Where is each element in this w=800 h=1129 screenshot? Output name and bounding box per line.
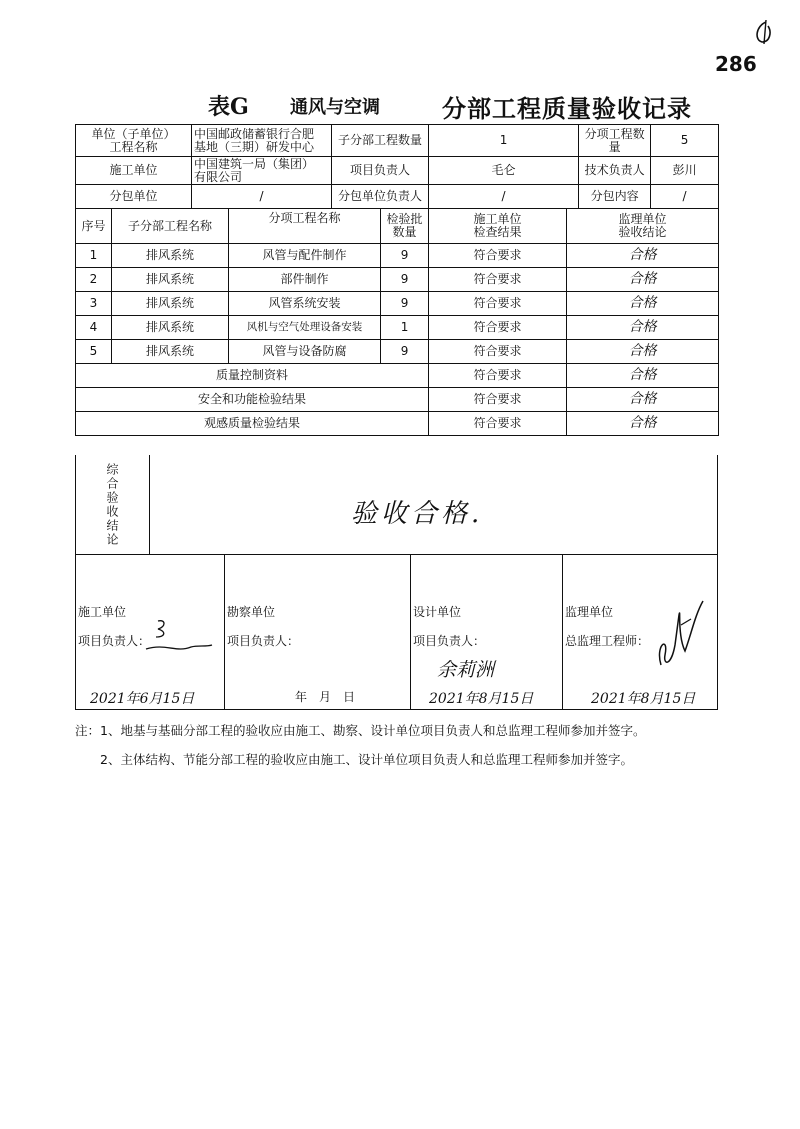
conclusion-section bbox=[75, 455, 718, 555]
tech-value: 彭川 bbox=[651, 157, 719, 185]
title-subject: 通风与空调 bbox=[290, 97, 380, 118]
table-row bbox=[76, 340, 719, 364]
row-sub-name: 排风系统 bbox=[112, 244, 229, 268]
col-item-name: 分项工程名称 bbox=[229, 209, 381, 244]
page-number: 286 bbox=[715, 52, 757, 76]
col-sub-name: 子分部工程名称 bbox=[112, 209, 229, 244]
subcontract-pm-label: 分包单位负责人 bbox=[332, 185, 429, 209]
subcontract-content-value: / bbox=[651, 185, 719, 209]
table-number: 表G bbox=[208, 94, 249, 120]
sig-supervision-person-label: 总监理工程师： bbox=[565, 634, 650, 648]
column-header-row bbox=[76, 209, 719, 244]
row-sub-name: 排风系统 bbox=[112, 340, 229, 364]
summary-label: 质量控制资料 bbox=[76, 364, 429, 388]
subcontract-value: / bbox=[192, 185, 332, 209]
summary-label: 观感质量检验结果 bbox=[76, 412, 429, 436]
note-2: 2、主体结构、节能分部工程的验收应由施工、设计单位项目负责人和总监理工程师参加并签字。 bbox=[100, 752, 633, 767]
row-check: 符合要求 bbox=[429, 316, 567, 340]
summary-accept bbox=[567, 412, 719, 436]
summary-label: 安全和功能检验结果 bbox=[76, 388, 429, 412]
sig-supervision bbox=[563, 555, 719, 710]
pm-value: 毛仑 bbox=[429, 157, 579, 185]
builder-label: 施工单位 bbox=[76, 157, 192, 185]
row-item-name: 风机与空气处理设备安装 bbox=[229, 316, 381, 340]
row-accept bbox=[567, 292, 719, 316]
row-item-name: 部件制作 bbox=[229, 268, 381, 292]
sig-supervision-date: 2021年8月15日 bbox=[591, 691, 696, 707]
table-row bbox=[76, 268, 719, 292]
row-accept-signature: 合格 bbox=[628, 343, 657, 359]
row-sub-name: 排风系统 bbox=[112, 316, 229, 340]
row-batch: 1 bbox=[381, 316, 429, 340]
subcontract-pm-value: / bbox=[429, 185, 579, 209]
note-1: 注：1、地基与基础分部工程的验收应由施工、勘察、设计单位项目负责人和总监理工程师参加并签字。 bbox=[75, 723, 646, 738]
row-no: 4 bbox=[76, 316, 112, 340]
row-batch: 9 bbox=[381, 292, 429, 316]
item-count-value: 5 bbox=[651, 125, 719, 157]
row-batch: 9 bbox=[381, 244, 429, 268]
builder-value: 中国建筑一局（集团） 有限公司 bbox=[192, 157, 332, 185]
sig-supervision-unit: 监理单位 bbox=[565, 605, 614, 619]
summary-check: 符合要求 bbox=[429, 364, 567, 388]
col-batch: 检验批 数量 bbox=[381, 209, 429, 244]
sub-count-label: 子分部工程数量 bbox=[332, 125, 429, 157]
footnotes bbox=[75, 716, 645, 774]
tech-label: 技术负责人 bbox=[579, 157, 651, 185]
row-check: 符合要求 bbox=[429, 340, 567, 364]
sig-builder-person-label: 项目负责人： bbox=[78, 634, 151, 648]
summary-check: 符合要求 bbox=[429, 412, 567, 436]
row-check: 符合要求 bbox=[429, 268, 567, 292]
sig-builder-signature bbox=[136, 617, 216, 657]
row-item-name: 风管与配件制作 bbox=[229, 244, 381, 268]
sig-design-unit: 设计单位 bbox=[413, 605, 462, 619]
sig-design bbox=[411, 555, 563, 710]
sig-design-date: 2021年8月15日 bbox=[429, 691, 534, 707]
table-row bbox=[76, 292, 719, 316]
summary-accept bbox=[567, 364, 719, 388]
summary-row bbox=[76, 388, 719, 412]
row-batch: 9 bbox=[381, 268, 429, 292]
item-count-label: 分项工程数量 bbox=[579, 125, 651, 157]
row-no: 2 bbox=[76, 268, 112, 292]
subcontract-label: 分包单位 bbox=[76, 185, 192, 209]
document-title bbox=[0, 88, 800, 122]
table-row bbox=[76, 244, 719, 268]
sig-survey-date: 年 月 日 bbox=[295, 690, 356, 704]
row-accept bbox=[567, 268, 719, 292]
row-batch: 9 bbox=[381, 340, 429, 364]
col-check: 施工单位 检查结果 bbox=[429, 209, 567, 244]
row-sub-name: 排风系统 bbox=[112, 268, 229, 292]
row-item-name: 风管与设备防腐 bbox=[229, 340, 381, 364]
col-accept: 监理单位 验收结论 bbox=[567, 209, 719, 244]
row-no: 5 bbox=[76, 340, 112, 364]
table-row bbox=[76, 316, 719, 340]
unit-name-value: 中国邮政储蓄银行合肥 基地（三期）研发中心 bbox=[192, 125, 332, 157]
subcontract-content-label: 分包内容 bbox=[579, 185, 651, 209]
conclusion-label: 综合验收结论 bbox=[76, 455, 150, 554]
row-check: 符合要求 bbox=[429, 292, 567, 316]
row-item-name: 风管系统安装 bbox=[229, 292, 381, 316]
row-no: 1 bbox=[76, 244, 112, 268]
row-sub-name: 排风系统 bbox=[112, 292, 229, 316]
summary-row bbox=[76, 364, 719, 388]
row-no: 3 bbox=[76, 292, 112, 316]
conclusion-text: 验收合格. bbox=[351, 499, 484, 529]
summary-row bbox=[76, 412, 719, 436]
row-accept-signature: 合格 bbox=[628, 271, 657, 287]
sig-survey bbox=[225, 555, 411, 710]
summary-accept-signature: 合格 bbox=[628, 415, 657, 431]
row-accept-signature: 合格 bbox=[628, 247, 657, 263]
col-no: 序号 bbox=[76, 209, 112, 244]
row-accept bbox=[567, 316, 719, 340]
summary-accept-signature: 合格 bbox=[628, 367, 657, 383]
row-accept-signature: 合格 bbox=[628, 319, 657, 335]
title-main: 分部工程质量验收记录 bbox=[442, 94, 692, 123]
summary-accept-signature: 合格 bbox=[628, 391, 657, 407]
sig-design-signature: 余莉洲 bbox=[437, 659, 495, 681]
sig-builder-date: 2021年6月15日 bbox=[90, 691, 195, 707]
acceptance-table bbox=[75, 124, 719, 436]
sig-builder-unit: 施工单位 bbox=[78, 605, 127, 619]
sub-count-value: 1 bbox=[429, 125, 579, 157]
row-check: 符合要求 bbox=[429, 244, 567, 268]
sig-builder bbox=[76, 555, 225, 710]
summary-accept bbox=[567, 388, 719, 412]
signature-section bbox=[75, 555, 718, 710]
row-accept bbox=[567, 340, 719, 364]
row-accept bbox=[567, 244, 719, 268]
sig-survey-unit: 勘察单位 bbox=[227, 605, 276, 619]
pm-label: 项目负责人 bbox=[332, 157, 429, 185]
row-accept-signature: 合格 bbox=[628, 295, 657, 311]
sig-supervision-signature bbox=[651, 595, 711, 675]
unit-name-label: 单位（子单位） 工程名称 bbox=[76, 125, 192, 157]
sig-survey-person-label: 项目负责人： bbox=[227, 634, 300, 648]
sig-design-person-label: 项目负责人： bbox=[413, 634, 486, 648]
corner-handwritten-mark bbox=[748, 18, 778, 52]
summary-check: 符合要求 bbox=[429, 388, 567, 412]
